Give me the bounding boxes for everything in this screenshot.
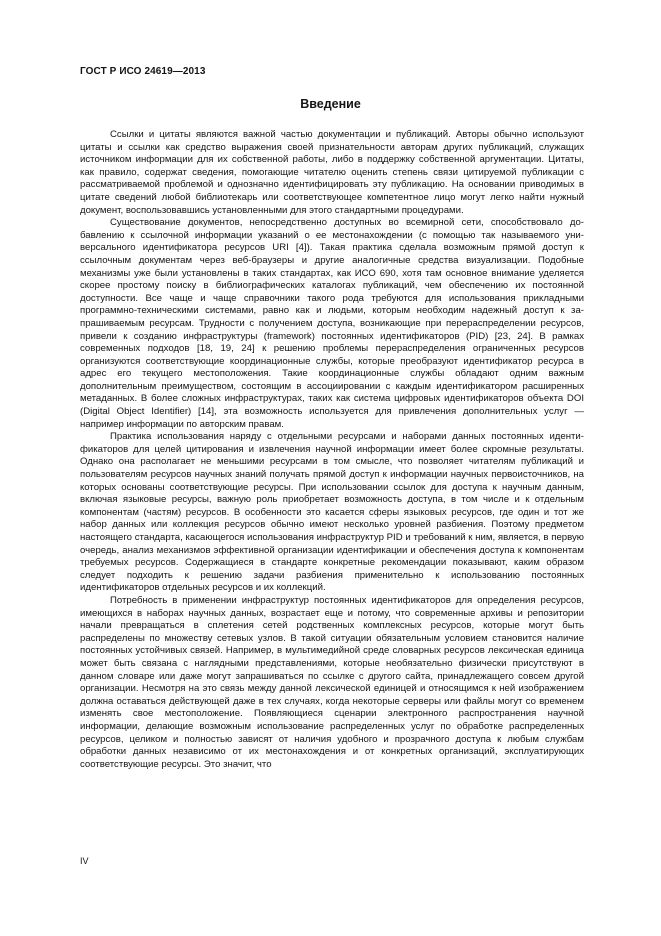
- standard-header: ГОСТ Р ИСО 24619—2013: [80, 66, 206, 77]
- paragraph-2: Существование документов, непосредственно доступных во всемирной сети, способствовало добавлению к ссылочной информации указаний о ее местонахождении (с помощью так называемого универсального идентификатора ресурсов URI [4]). Такая практика сделала возможным прямой доступ к ссылочным документам через веб-браузеры и другие аналогичные средства визуализации. Подобные механизмы уже были установлены в таких стандартах, как ИСО 690, хотя там основное внимание уделяется скорее простому поиску в библиографических каталогах публикаций, чем обеспечению их постоянной доступности. Все чаще и чаще справочники такого рода требуются для использования прикладными программно-техническими системами, равно как и людьми, которым необходим надежный доступ к запрашиваемым ресурсам. Трудности с получением доступа, возникающие при перераспределении ресурсов, привели к созданию инфраструктуры (framework) постоянных идентификаторов (PID) [23, 24]. В рамках современных подходов [18, 19, 24] к решению проблемы перераспределения ограниченных ресурсов организуются соответствующие координационные службы, которые преобразуют идентификатор ресурса в адрес его текущего местоположения. Такие координационные службы обладают одним важным дополнительным преимуществом, состоящим в ассоциировании с каждым идентификатором расширенных метаданных. В более сложных инфраструктурах, таких как система цифровых идентификаторов объекта DOI (Digital Object Identifier) [14], эта возможность используется для привлечения дополнительных услуг — например информации по авторским правам.: [80, 217, 584, 430]
- paragraph-3: Практика использования наряду с отдельными ресурсами и наборами данных постоянных идентификаторов для целей цитирования и извлечения научной информации имеет более скромные результаты. Однако она располагает не меньшими ресурсами в том смысле, что позволяет читателям публикаций и пользователям ресурсов научных знаний получать прямой доступ к информации научных первоисточников, на которых основаны соответствующие ресурсы. При использовании ссылок для доступа к научным данным, включая языковые ресурсы, важную роль приобретает возможность доступа, в том числе и к отдельным компонентам (частям) ресурсов. В особенности это касается сферы языковых ресурсов, где один и тот же набор данных или коллекция ресурсов обычно имеют несколько уровней разбиения. Поэтому предметом настоящего стандарта, касающегося использования инфраструктур PID и требований к ним, является, в первую очередь, анализ механизмов эффективной организации идентификации и обеспечения доступа к компонентам требуемых ресурсов. Содержащиеся в стандарте конкретные рекомендации показывают, каким образом следует подходить к решению задачи разбиения применительно к использованию постоянных идентификаторов отдельных ресурсов и их коллекций.: [80, 431, 584, 594]
- paragraph-4: Потребность в применении инфраструктур постоянных идентификаторов для определения ресурсов, имеющихся в наборах научных данных, возрастает еще и потому, что современные архивы и репозитории начали превращаться в сплетения сетей родственных комплексных ресурсов, которые могут быть распределены по множеству сетевых узлов. В такой ситуации обязательным условием становится наличие постоянных устойчивых связей. Например, в мультимедийной среде словарных ресурсов лексическая единица может быть связана с наглядными представлениями, которые необязательно физически присутствуют в данном словаре или даже могут запрашиваться по ссылке с другого сайта, принадлежащего совсем другой организации. Несмотря на это связь между данной лексической единицей и относящимся к ней изображением должна оставаться действующей даже в тех случаях, когда некоторые серверы или файлы могут со временем изменять свое местоположение. Появляющиеся сценарии электронного распространения научной информации, делающие возможным использование распределенных услуг по обработке распределенных ресурсов, целиком и полностью зависят от наличия удобного и прозрачного доступа к любым службам обработки данных независимо от их местонахождения и от конкретных организаций, эксплуатирующих соответствующие ресурсы. Это значит, что: [80, 594, 584, 770]
- page-number: IV: [80, 856, 89, 866]
- paragraph-1: Ссылки и цитаты являются важной частью документации и публикаций. Авторы обычно используют цитаты и ссылки как средство выражения своей признательности авторам других публикаций, служащих источником информации для их собственной работы, либо в поддержку собственной аргументации. Цитаты, как правило, содержат сведения, помогающие читателю оценить степень связи цитируемой публикации с рассматриваемой проблемой и однозначно идентифицировать эту публикацию. На основании приводимых в цитате сведений любой библиотекарь или соответствующее компетентное лицо могут легко найти нужный документ, воспользовавшись установленными для этого стандартными процедурами.: [80, 129, 584, 216]
- section-title: Введение: [300, 97, 361, 111]
- body-text: [80, 129, 584, 771]
